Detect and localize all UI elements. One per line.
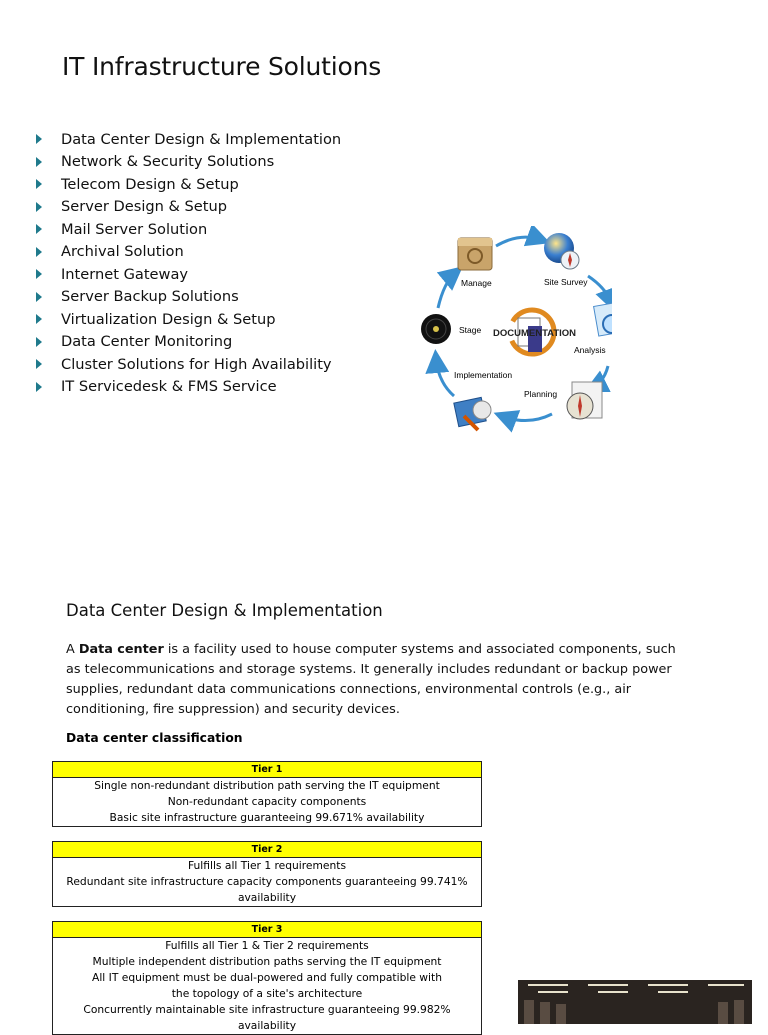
list-item (36, 128, 341, 151)
cycle-arrow (496, 237, 542, 246)
tier-header: Tier 1 (53, 762, 481, 778)
list-item-label: Data Center Monitoring (61, 333, 233, 351)
triangle-bullet-icon (36, 247, 42, 257)
analysis-label: Analysis (574, 345, 606, 355)
page-title: IT Infrastructure Solutions (62, 52, 382, 81)
lifecycle-diagram (412, 226, 612, 434)
section-title: Data Center Design & Implementation (66, 601, 383, 620)
list-item (36, 353, 341, 376)
list-item (36, 218, 341, 241)
tier-header: Tier 2 (53, 842, 481, 858)
list-item-label: Mail Server Solution (61, 220, 208, 238)
tier-line: the topology of a site's architecture (171, 987, 363, 1000)
triangle-bullet-icon (36, 359, 42, 369)
list-item-label: Telecom Design & Setup (61, 175, 239, 193)
triangle-bullet-icon (36, 337, 42, 347)
tier-line: availability (237, 891, 297, 904)
tier-line: Concurrently maintainable site infrastructure guaranteeing 99.982% availability (83, 1003, 451, 1032)
tier-line: Single non-redundant distribution path serving the IT equipment (94, 779, 440, 792)
list-item (36, 241, 341, 264)
list-item-label: Internet Gateway (61, 265, 189, 283)
triangle-bullet-icon (36, 292, 42, 302)
tier-3-table (52, 921, 482, 1035)
triangle-bullet-icon (36, 202, 42, 212)
tier-line: Basic site infrastructure guaranteeing 99.671% availability (109, 811, 425, 824)
intro-rest: is a facility used to house computer systems and associated components, such as telecommunications and storage systems. It generally includes redundant or backup power supplies, redundant data communications connections, environmental controls (e.g., air conditioning, fire suppression) and security devices. (66, 642, 676, 717)
triangle-bullet-icon (36, 134, 42, 144)
tier-1-table (52, 761, 482, 827)
implementation-tools-icon (454, 397, 491, 430)
list-item (36, 173, 341, 196)
tier-line: Redundant site infrastructure capacity components guaranteeing 99.741% (66, 875, 468, 888)
stage-disc-icon (421, 314, 451, 344)
manage-label: Manage (461, 278, 492, 288)
tier-line: Non-redundant capacity components (167, 795, 367, 808)
triangle-bullet-icon (36, 179, 42, 189)
cycle-arrow (436, 358, 454, 396)
site-survey-globe-icon (544, 233, 579, 269)
tier-line: All IT equipment must be dual-powered and fully compatible with (92, 971, 442, 984)
list-item-label: IT Servicedesk & FMS Service (61, 378, 277, 396)
tier-line: Multiple independent distribution paths serving the IT equipment (92, 955, 442, 968)
implementation-label: Implementation (454, 370, 513, 380)
documentation-label: DOCUMENTATION (493, 328, 577, 339)
cycle-arrow (588, 276, 612, 304)
intro-term: Data center (78, 642, 164, 657)
data-center-photo (518, 980, 752, 1024)
triangle-bullet-icon (36, 269, 42, 279)
list-item (36, 263, 341, 286)
triangle-bullet-icon (36, 157, 42, 167)
triangle-bullet-icon (36, 382, 42, 392)
list-item-label: Network & Security Solutions (61, 153, 275, 171)
triangle-bullet-icon (36, 314, 42, 324)
intro-text: A (66, 642, 79, 657)
list-item (36, 286, 341, 309)
list-item (36, 331, 341, 354)
list-item (36, 151, 341, 174)
tier-line: Fulfills all Tier 1 requirements (187, 859, 347, 872)
triangle-bullet-icon (36, 224, 42, 234)
cycle-arrow (502, 414, 552, 421)
section-description (66, 640, 686, 720)
site-survey-label: Site Survey (544, 277, 588, 287)
cycle-arrow (438, 272, 456, 308)
tier-2-table (52, 841, 482, 907)
classification-heading: Data center classification (66, 731, 243, 745)
list-item (36, 376, 341, 399)
planning-label: Planning (524, 389, 558, 399)
list-item-label: Archival Solution (61, 243, 184, 261)
tier-header: Tier 3 (53, 922, 481, 938)
stage-label: Stage (459, 325, 482, 335)
planning-compass-icon (567, 382, 602, 419)
list-item-label: Data Center Design & Implementation (61, 130, 342, 148)
list-item-label: Cluster Solutions for High Availability (61, 355, 332, 373)
list-item-label: Server Backup Solutions (61, 288, 239, 306)
tier-line: Fulfills all Tier 1 & Tier 2 requirements (165, 939, 369, 952)
list-item (36, 196, 341, 219)
analysis-magnifier-icon (594, 302, 612, 346)
manage-folder-icon (458, 238, 492, 270)
list-item-label: Virtualization Design & Setup (61, 310, 276, 328)
service-list (36, 128, 341, 398)
list-item (36, 308, 341, 331)
list-item-label: Server Design & Setup (61, 198, 228, 216)
